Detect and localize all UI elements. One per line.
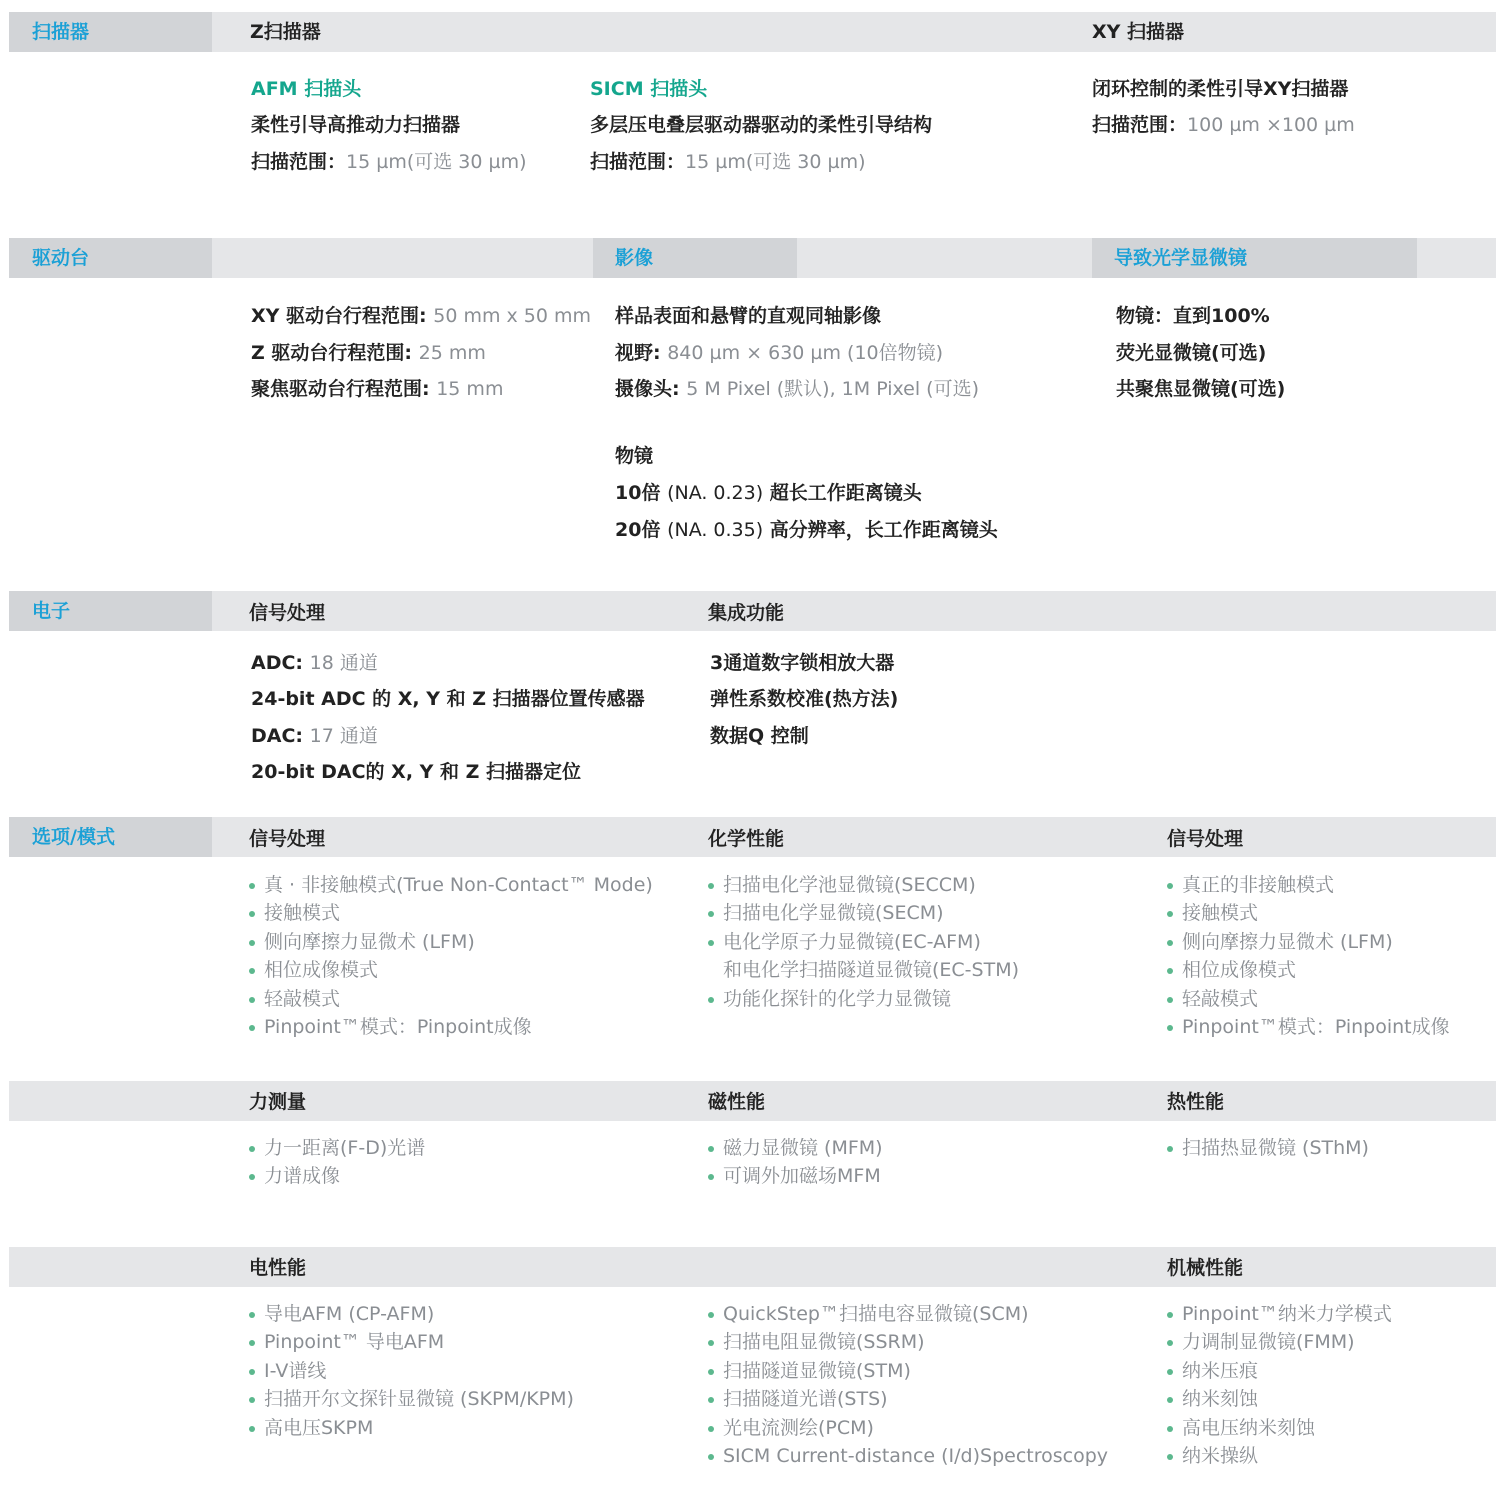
thermal-list [1167, 1134, 1369, 1162]
list-item: 电化学原子力显微镜(EC-AFM) [708, 928, 1019, 956]
list-item: 扫描热显微镜 (SThM) [1167, 1134, 1369, 1162]
q-control: 数据Q 控制 [710, 725, 809, 747]
section-label-stage: 驱动台 [9, 238, 212, 278]
options-col3-title: 信号处理 [1167, 828, 1244, 850]
list-item: 可调外加磁场MFM [708, 1162, 883, 1190]
electrical-col2-list [708, 1300, 1108, 1470]
optics-confocal: 共聚焦显微镜(可选) [1116, 378, 1286, 400]
objective-10x: 10倍 (NA. 0.23) 超长工作距离镜头 [615, 482, 922, 504]
list-item: 扫描开尔文探针显微镜 (SKPM/KPM) [249, 1385, 574, 1413]
list-item: I-V谱线 [249, 1357, 574, 1385]
electrical-list [249, 1300, 574, 1442]
options-col1-title: 信号处理 [249, 828, 326, 850]
list-item: 力调制显微镜(FMM) [1167, 1328, 1392, 1356]
image-coaxial: 样品表面和悬臂的直观同轴影像 [615, 305, 882, 327]
thermal-title: 热性能 [1167, 1091, 1225, 1113]
afm-scan-range: 扫描范围：15 µm(可选 30 µm) [251, 151, 527, 173]
electrical-title: 电性能 [249, 1257, 307, 1279]
section-label-options: 选项/模式 [9, 817, 212, 857]
z-scanner-title: Z扫描器 [250, 21, 321, 43]
list-item: QuickStep™扫描电容显微镜(SCM) [708, 1300, 1108, 1328]
options-col3-list [1167, 871, 1450, 1041]
force-list [249, 1134, 425, 1191]
list-item: 相位成像模式 [249, 956, 653, 984]
adc-sensor: 24-bit ADC 的 X, Y 和 Z 扫描器位置传感器 [251, 688, 645, 710]
list-item: 高电压SKPM [249, 1414, 574, 1442]
afm-head-title: AFM 扫描头 [251, 78, 362, 100]
list-item: Pinpoint™ 导电AFM [249, 1328, 574, 1356]
list-item: 真 · 非接触模式(True Non-Contact™ Mode) [249, 871, 653, 899]
list-item: 纳米刻蚀 [1167, 1385, 1392, 1413]
optics-section-label: 导致光学显微镜 [1092, 238, 1417, 278]
options-col2-list [708, 871, 1019, 1013]
list-item: 扫描电阻显微镜(SSRM) [708, 1328, 1108, 1356]
list-item: Pinpoint™纳米力学模式 [1167, 1300, 1392, 1328]
lockin-amplifier: 3通道数字锁相放大器 [710, 652, 895, 674]
list-item: 轻敲模式 [1167, 985, 1450, 1013]
afm-head-desc: 柔性引导高推动力扫描器 [251, 114, 461, 136]
xy-scanner-desc: 闭环控制的柔性引导XY扫描器 [1092, 78, 1349, 100]
list-item: 导电AFM (CP-AFM) [249, 1300, 574, 1328]
list-item: Pinpoint™模式：Pinpoint成像 [1167, 1013, 1450, 1041]
list-item: 力谱成像 [249, 1162, 425, 1190]
signal-processing-title: 信号处理 [249, 602, 326, 624]
stage-z-range: Z 驱动台行程范围: 25 mm [251, 342, 486, 364]
list-item: 功能化探针的化学力显微镜 [708, 985, 1019, 1013]
force-measure-title: 力测量 [249, 1091, 307, 1113]
objective-20x: 20倍 (NA. 0.35) 高分辨率，长工作距离镜头 [615, 519, 998, 541]
xy-scanner-title: XY 扫描器 [1092, 21, 1185, 43]
dac-positioning: 20-bit DAC的 X, Y 和 Z 扫描器定位 [251, 761, 582, 783]
sicm-head-desc: 多层压电叠层驱动器驱动的柔性引导结构 [590, 114, 933, 136]
sicm-scan-range: 扫描范围：15 µm(可选 30 µm) [590, 151, 866, 173]
stage-xy-range: XY 驱动台行程范围: 50 mm x 50 mm [251, 305, 592, 327]
list-item: 磁力显微镜 (MFM) [708, 1134, 883, 1162]
list-item: 纳米压痕 [1167, 1357, 1392, 1385]
list-item: 轻敲模式 [249, 985, 653, 1013]
options-col2-title: 化学性能 [708, 828, 785, 850]
list-item: Pinpoint™模式：Pinpoint成像 [249, 1013, 653, 1041]
list-item: 相位成像模式 [1167, 956, 1450, 984]
list-item: 纳米操纵 [1167, 1442, 1392, 1470]
scanner-header-bar [9, 12, 1496, 52]
list-item-continuation: 和电化学扫描隧道显微镜(EC-STM) [723, 959, 1020, 982]
list-item: 真正的非接触模式 [1167, 871, 1450, 899]
list-item: 扫描电化学池显微镜(SECCM) [708, 871, 1019, 899]
section-label-scanner: 扫描器 [9, 12, 212, 52]
list-item: 接触模式 [249, 899, 653, 927]
image-field-of-view: 视野: 840 µm × 630 µm (10倍物镜) [615, 342, 944, 364]
integrated-functions-title: 集成功能 [708, 602, 785, 624]
magnetic-list [708, 1134, 883, 1191]
xy-scan-range: 扫描范围：100 µm ×100 µm [1092, 114, 1355, 136]
sicm-head-title: SICM 扫描头 [590, 78, 708, 100]
mechanical-title: 机械性能 [1167, 1257, 1244, 1279]
optics-fluorescence: 荧光显微镜(可选) [1116, 342, 1267, 364]
list-item: 光电流测绘(PCM) [708, 1414, 1108, 1442]
spring-constant-calibration: 弹性系数校准(热方法) [710, 688, 899, 710]
electrical-header-bar [9, 1247, 1496, 1287]
list-item: SICM Current-distance (I/d)Spectroscopy [708, 1442, 1108, 1470]
objective-title: 物镜 [615, 445, 654, 467]
options-col1-list [249, 871, 653, 1041]
mechanical-list [1167, 1300, 1392, 1470]
image-camera: 摄像头: 5 M Pixel (默认), 1M Pixel (可选) [615, 378, 980, 400]
list-item: 力一距离(F-D)光谱 [249, 1134, 425, 1162]
adc-channels: ADC: 18 通道 [251, 652, 378, 674]
list-item: 侧向摩擦力显微术 (LFM) [249, 928, 653, 956]
list-item: 扫描隧道显微镜(STM) [708, 1357, 1108, 1385]
magnetic-title: 磁性能 [708, 1091, 766, 1113]
list-item: 扫描电化学显微镜(SECM) [708, 899, 1019, 927]
list-item: 侧向摩擦力显微术 (LFM) [1167, 928, 1450, 956]
dac-channels: DAC: 17 通道 [251, 725, 378, 747]
list-item: 高电压纳米刻蚀 [1167, 1414, 1392, 1442]
optics-objective: 物镜：直到100% [1116, 305, 1270, 327]
list-item: 扫描隧道光谱(STS) [708, 1385, 1108, 1413]
image-section-label: 影像 [593, 238, 797, 278]
list-item: 接触模式 [1167, 899, 1450, 927]
stage-focus-range: 聚焦驱动台行程范围: 15 mm [251, 378, 504, 400]
section-label-electronics: 电子 [9, 591, 212, 631]
